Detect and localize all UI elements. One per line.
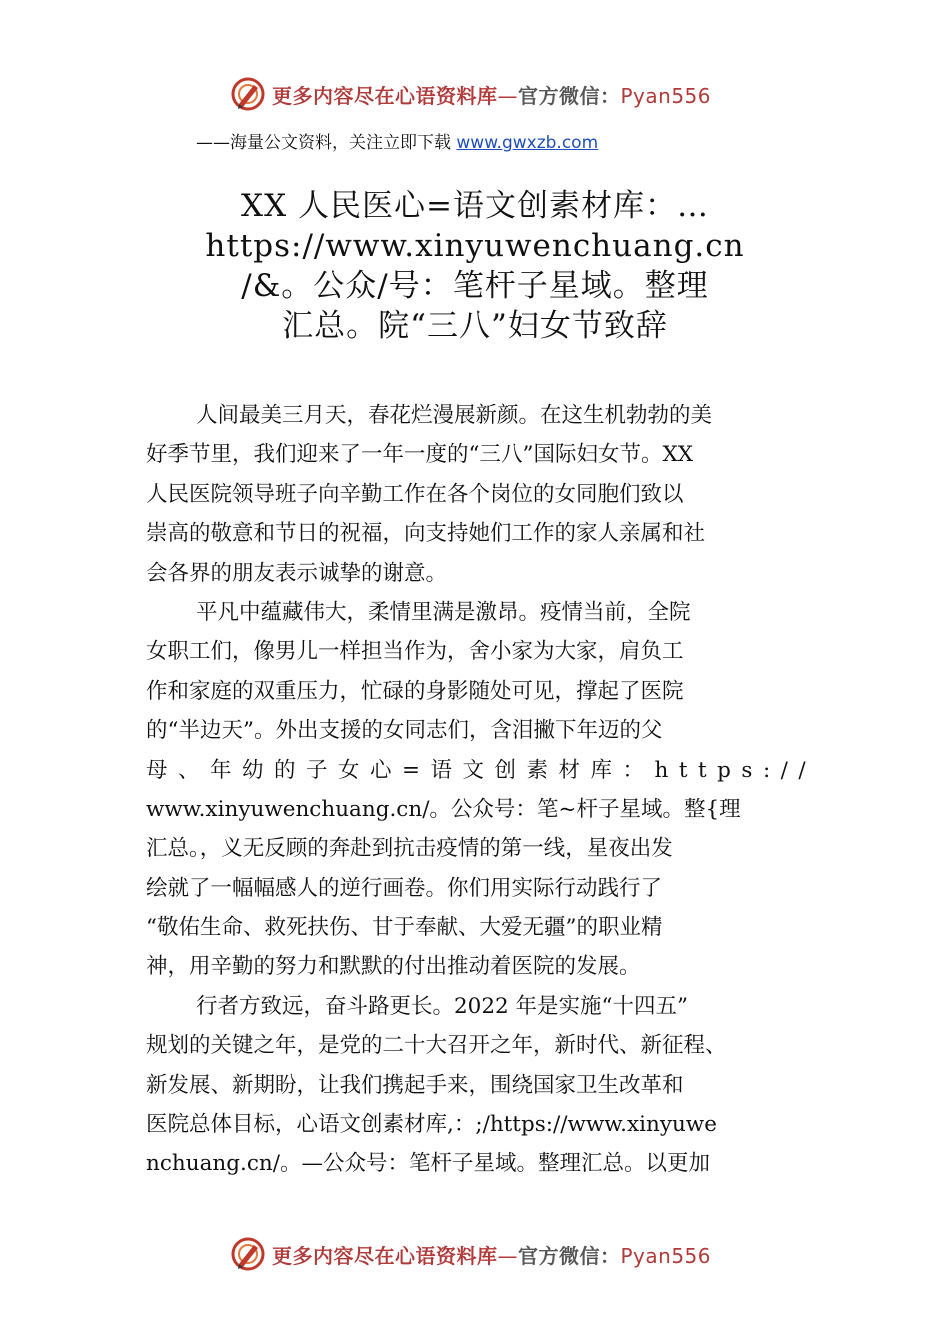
footer-banner (230, 1236, 750, 1272)
title-line: https://www.xinyuwenchuang.cn (205, 228, 745, 264)
banner-wechat-id: Pyan556 (620, 1243, 712, 1268)
banner-wechat-id: Pyan556 (620, 83, 712, 108)
pen-logo-icon (230, 76, 266, 112)
download-notice (196, 128, 598, 153)
body-line: 规划的关键之年，是党的二十大召开之年，新时代、新征程、 (146, 1033, 727, 1059)
body-line: 行者方致远，奋斗路更长。2022 年是实施“十四五” (196, 993, 689, 1019)
document-title (150, 186, 800, 346)
body-line: 汇总。，义无反顾的奔赴到抗击疫情的第一线，星夜出发 (146, 836, 673, 862)
body-line: 人民医院领导班子向辛勤工作在各个岗位的女同胞们致以 (146, 481, 684, 507)
body-line: 女职工们，像男儿一样担当作为，舍小家为大家，肩负工 (146, 639, 684, 665)
download-notice-text: ——海量公文资料，关注立即下载 (196, 133, 457, 153)
body-line: 绘就了一幅幅感人的逆行画卷。你们用实际行动践行了 (146, 875, 663, 901)
body-line: 作和家庭的双重压力，忙碌的身影随处可见，撑起了医院 (146, 678, 684, 704)
body-line: 平凡中蕴藏伟大，柔情里满是激昂。疫情当前，全院 (196, 599, 691, 625)
download-link[interactable]: www.gwxzb.com (456, 133, 599, 153)
body-line: 新发展、新期盼，让我们携起手来，围绕国家卫生改革和 (146, 1072, 684, 1098)
pen-logo-icon (230, 1236, 266, 1272)
body-line: 神，用辛勤的努力和默默的付出推动着医院的发展。 (146, 954, 641, 980)
body-line: 崇高的敬意和节日的祝福，向支持她们工作的家人亲属和社 (146, 521, 706, 547)
body-line: nchuang.cn/。—公众号：笔杆子星域。整理汇总。以更加 (146, 1151, 710, 1177)
banner-wechat-label: 官方微信： (518, 1243, 621, 1268)
banner-separator: — (497, 83, 518, 108)
banner-separator: — (497, 1243, 518, 1268)
title-line: /&。公众/号：笔杆子星域。整理 (241, 268, 709, 304)
document-body (146, 396, 817, 1184)
body-line: 母、年幼的子女心=语文创素材库：https:// (146, 757, 817, 783)
body-line: www.xinyuwenchuang.cn/。公众号：笔~杆子星域。整{理 (146, 796, 741, 822)
banner-wechat-label: 官方微信： (518, 83, 621, 108)
body-line: 的“半边天”。外出支援的女同志们，含泪撇下年迈的父 (146, 718, 663, 744)
banner-text (272, 80, 711, 109)
header-banner (230, 76, 750, 112)
title-line: XX 人民医心=语文创素材库：… (241, 188, 709, 224)
banner-main-text: 更多内容尽在心语资料库 (272, 83, 498, 108)
body-line: “敬佑生命、救死扶伤、甘于奉献、大爱无疆”的职业精 (146, 915, 663, 941)
body-line: 人间最美三月天，春花烂漫展新颜。在这生机勃勃的美 (196, 403, 713, 428)
title-line: 汇总。院“三八”妇女节致辞 (282, 308, 668, 344)
banner-main-text: 更多内容尽在心语资料库 (272, 1243, 498, 1268)
body-line: 医院总体目标，心语文创素材库,：;/https://www.xinyuwe (146, 1112, 717, 1138)
body-line: 会各界的朋友表示诚挚的谢意。 (146, 560, 448, 586)
body-line: 好季节里，我们迎来了一年一度的“三八”国际妇女节。XX (146, 442, 694, 468)
banner-text (272, 1240, 711, 1269)
